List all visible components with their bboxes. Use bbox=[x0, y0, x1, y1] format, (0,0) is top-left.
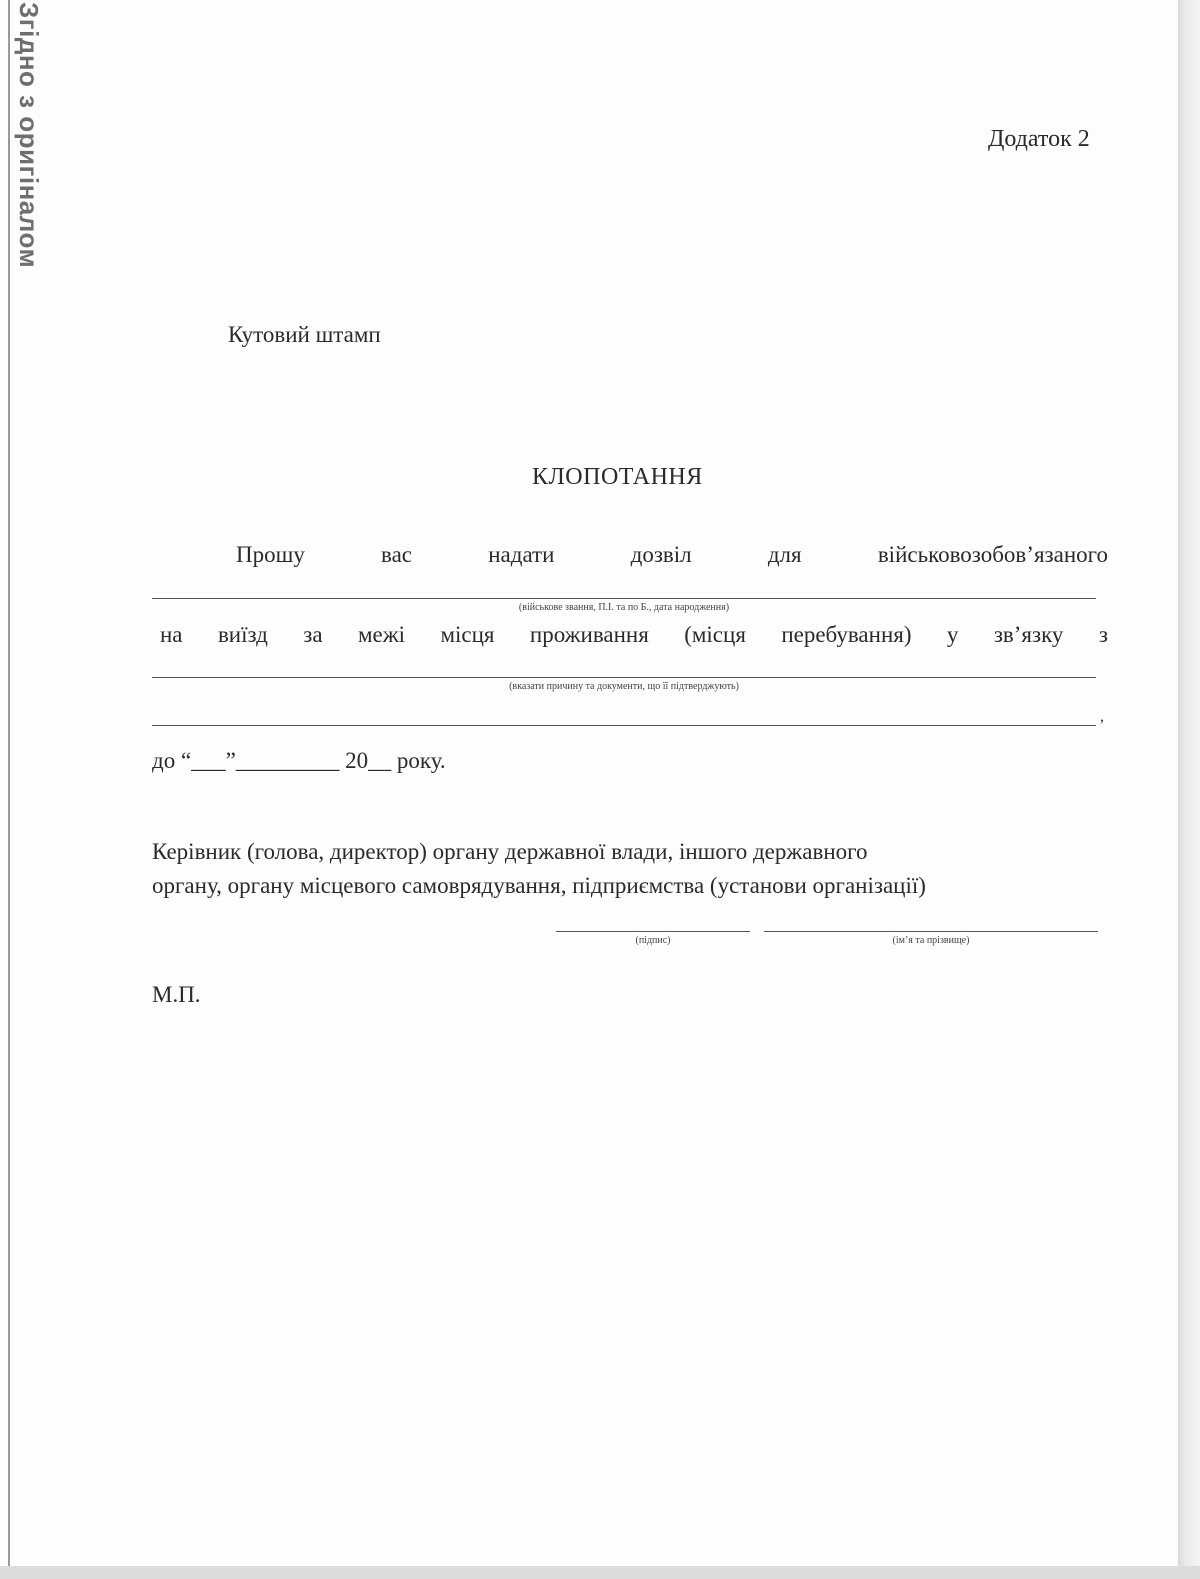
head-official-line-1: Керівник (голова, директор) органу державної влади, іншого державного bbox=[152, 839, 868, 864]
line2-word: (місця bbox=[684, 622, 746, 647]
corner-stamp-label: Кутовий штамп bbox=[228, 322, 381, 347]
signature-line bbox=[556, 931, 750, 932]
fill-line-reason bbox=[152, 677, 1096, 678]
line2-word: перебування) bbox=[781, 622, 912, 647]
line2-word: зв’язку bbox=[993, 622, 1064, 647]
page-edge-right bbox=[1178, 0, 1200, 1579]
signature-hint: (підпис) bbox=[635, 935, 671, 946]
page-edge-bottom bbox=[0, 1566, 1200, 1579]
fill-line-person bbox=[152, 598, 1096, 599]
line1-word: військовозобов’язаного bbox=[877, 542, 1108, 567]
name-line bbox=[764, 931, 1098, 932]
line2-word: місця bbox=[440, 622, 495, 647]
line2-word: за bbox=[303, 622, 323, 647]
appendix-label: Додаток 2 bbox=[988, 126, 1090, 152]
line1-word: надати bbox=[488, 542, 555, 567]
line2-word: межі bbox=[357, 622, 406, 647]
name-hint: (ім’я та прізвище) bbox=[892, 935, 970, 946]
head-official-line-2: органу, органу місцевого самоврядування, підприємства (установи організації) bbox=[152, 873, 926, 898]
certified-copy-stamp: Згідно з оригіналом bbox=[14, 2, 44, 269]
line1-word: вас bbox=[381, 542, 413, 567]
line2-word: з bbox=[1098, 622, 1108, 647]
line2-word: проживання bbox=[529, 622, 649, 647]
request-line-1 bbox=[236, 542, 1108, 568]
line2-word: у bbox=[946, 622, 959, 647]
line2-word: на bbox=[160, 622, 183, 647]
line1-word: дозвіл bbox=[630, 542, 692, 567]
line1-word: Прошу bbox=[236, 542, 305, 567]
line2-word: виїзд bbox=[217, 622, 268, 647]
head-official-text bbox=[152, 835, 1112, 903]
seal-placeholder: М.П. bbox=[152, 982, 201, 1007]
document-title: КЛОПОТАННЯ bbox=[532, 464, 703, 490]
deadline-date-line: до “___”_________ 20__ року. bbox=[152, 748, 446, 773]
reason-comma: , bbox=[1100, 708, 1104, 725]
hint-person: (військове звання, П.І. та по Б., дата народження) bbox=[518, 602, 730, 613]
hint-reason: (вказати причину та документи, що її підтверджують) bbox=[509, 681, 739, 692]
line1-word: для bbox=[767, 542, 802, 567]
fill-line-reason-continued bbox=[152, 725, 1096, 726]
page-edge-left bbox=[8, 0, 10, 1579]
request-line-2 bbox=[160, 622, 1108, 648]
